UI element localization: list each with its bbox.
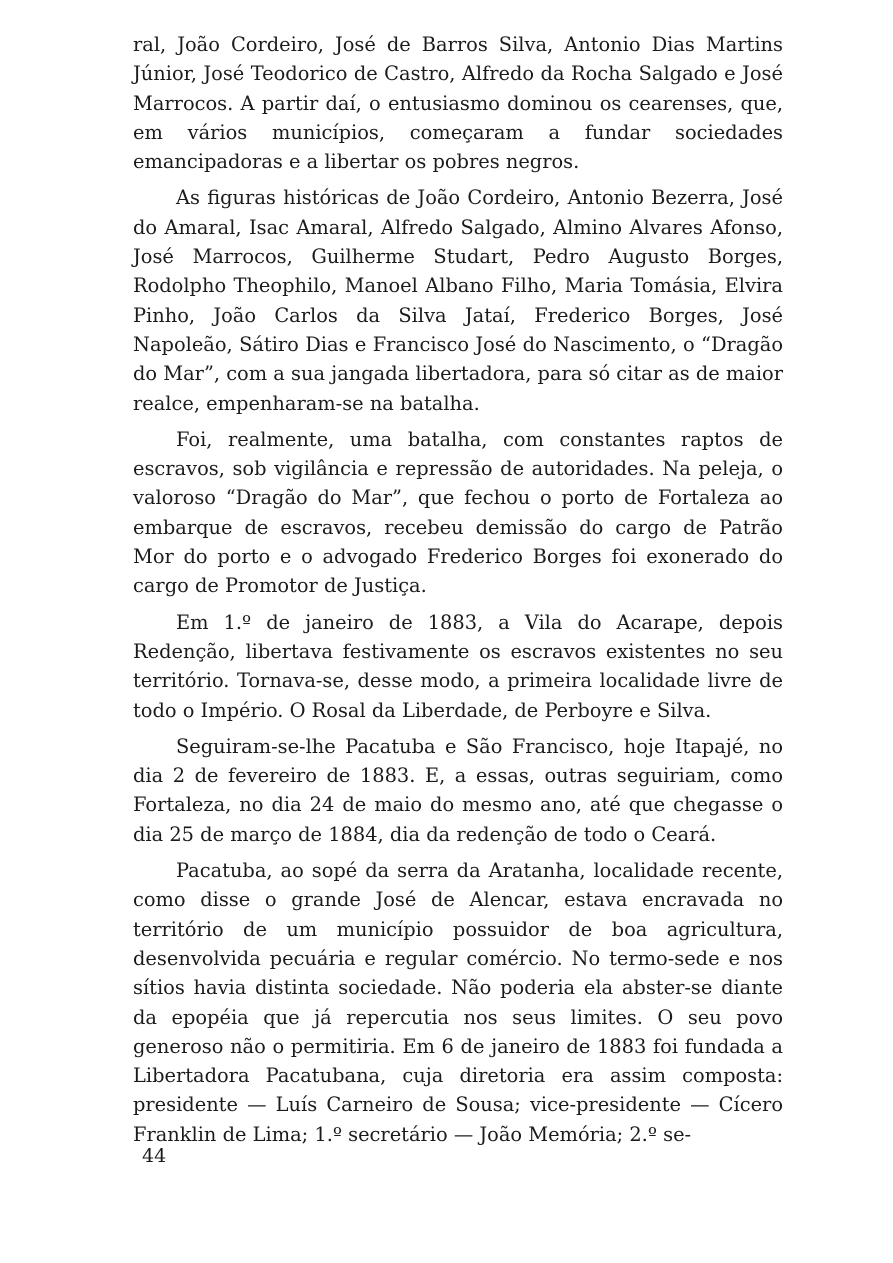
paragraph-1: ral, João Cordeiro, José de Barros Silva, Antonio Dias Martins Júnior, José Teodorico de Castro, Alfredo da Rocha Salgado e José Marrocos. A partir daí, o entusiasmo dominou os cearenses, que, em vários municípios, começaram a fundar sociedades emancipadoras e a libertar os pobres negros. <box>133 33 783 174</box>
paragraph-6: Pacatuba, ao sopé da serra da Aratanha, localidade recente, como disse o grande José de Alencar, estava encravada no território de um município possuidor de boa agricultura, desenvolvida pecuária e regular comércio. No termo-sede e nos sítios havia distinta sociedade. Não poderia ela abster-se diante da epopéia que já repercutia nos seus limites. O seu povo generoso não o permitiria. Em 6 de janeiro de 1883 foi fundada a Libertadora Pacatubana, cuja diretoria era assim composta: presidente — Luís Carneiro de Sousa; vice-presidente — Cícero Franklin de Lima; 1.º secretário — João Memória; 2.º se- <box>133 859 783 1146</box>
paragraph-2: As figuras históricas de João Cordeiro, Antonio Bezerra, José do Amaral, Isac Amaral, Alfredo Salgado, Almino Alvares Afonso, José Marrocos, Guilherme Studart, Pedro Augusto Borges, Rodolpho Theophilo, Manoel Albano Filho, Maria Tomásia, Elvira Pinho, João Carlos da Silva Jataí, Frederico Borges, José Napoleão, Sátiro Dias e Francisco José do Nascimento, o “Dragão do Mar”, com a sua jangada libertadora, para só citar as de maior realce, empenharam-se na batalha. <box>133 186 783 415</box>
paragraph-3: Foi, realmente, uma batalha, com constantes raptos de escravos, sob vigilância e repressão de autoridades. Na peleja, o valoroso “Dragão do Mar”, que fechou o porto de Fortaleza ao embarque de escravos, recebeu demissão do cargo de Patrão Mor do porto e o advogado Frederico Borges foi exonerado do cargo de Promotor de Justiça. <box>133 427 783 598</box>
page-number: 44 <box>142 1145 167 1167</box>
paragraph-4: Em 1.º de janeiro de 1883, a Vila do Acarape, depois Redenção, libertava festivamente os escravos existentes no seu território. Tornava-se, desse modo, a primeira localidade livre de todo o Império. O Rosal da Liberdade, de Perboyre e Silva. <box>133 610 783 722</box>
book-page-text <box>133 30 783 1156</box>
paragraph-5: Seguiram-se-lhe Pacatuba e São Francisco, hoje Itapajé, no dia 2 de fevereiro de 1883. E, a essas, outras seguiriam, como Fortaleza, no dia 24 de maio do mesmo ano, até que chegasse o dia 25 de março de 1884, dia da redenção de todo o Ceará. <box>133 734 783 846</box>
